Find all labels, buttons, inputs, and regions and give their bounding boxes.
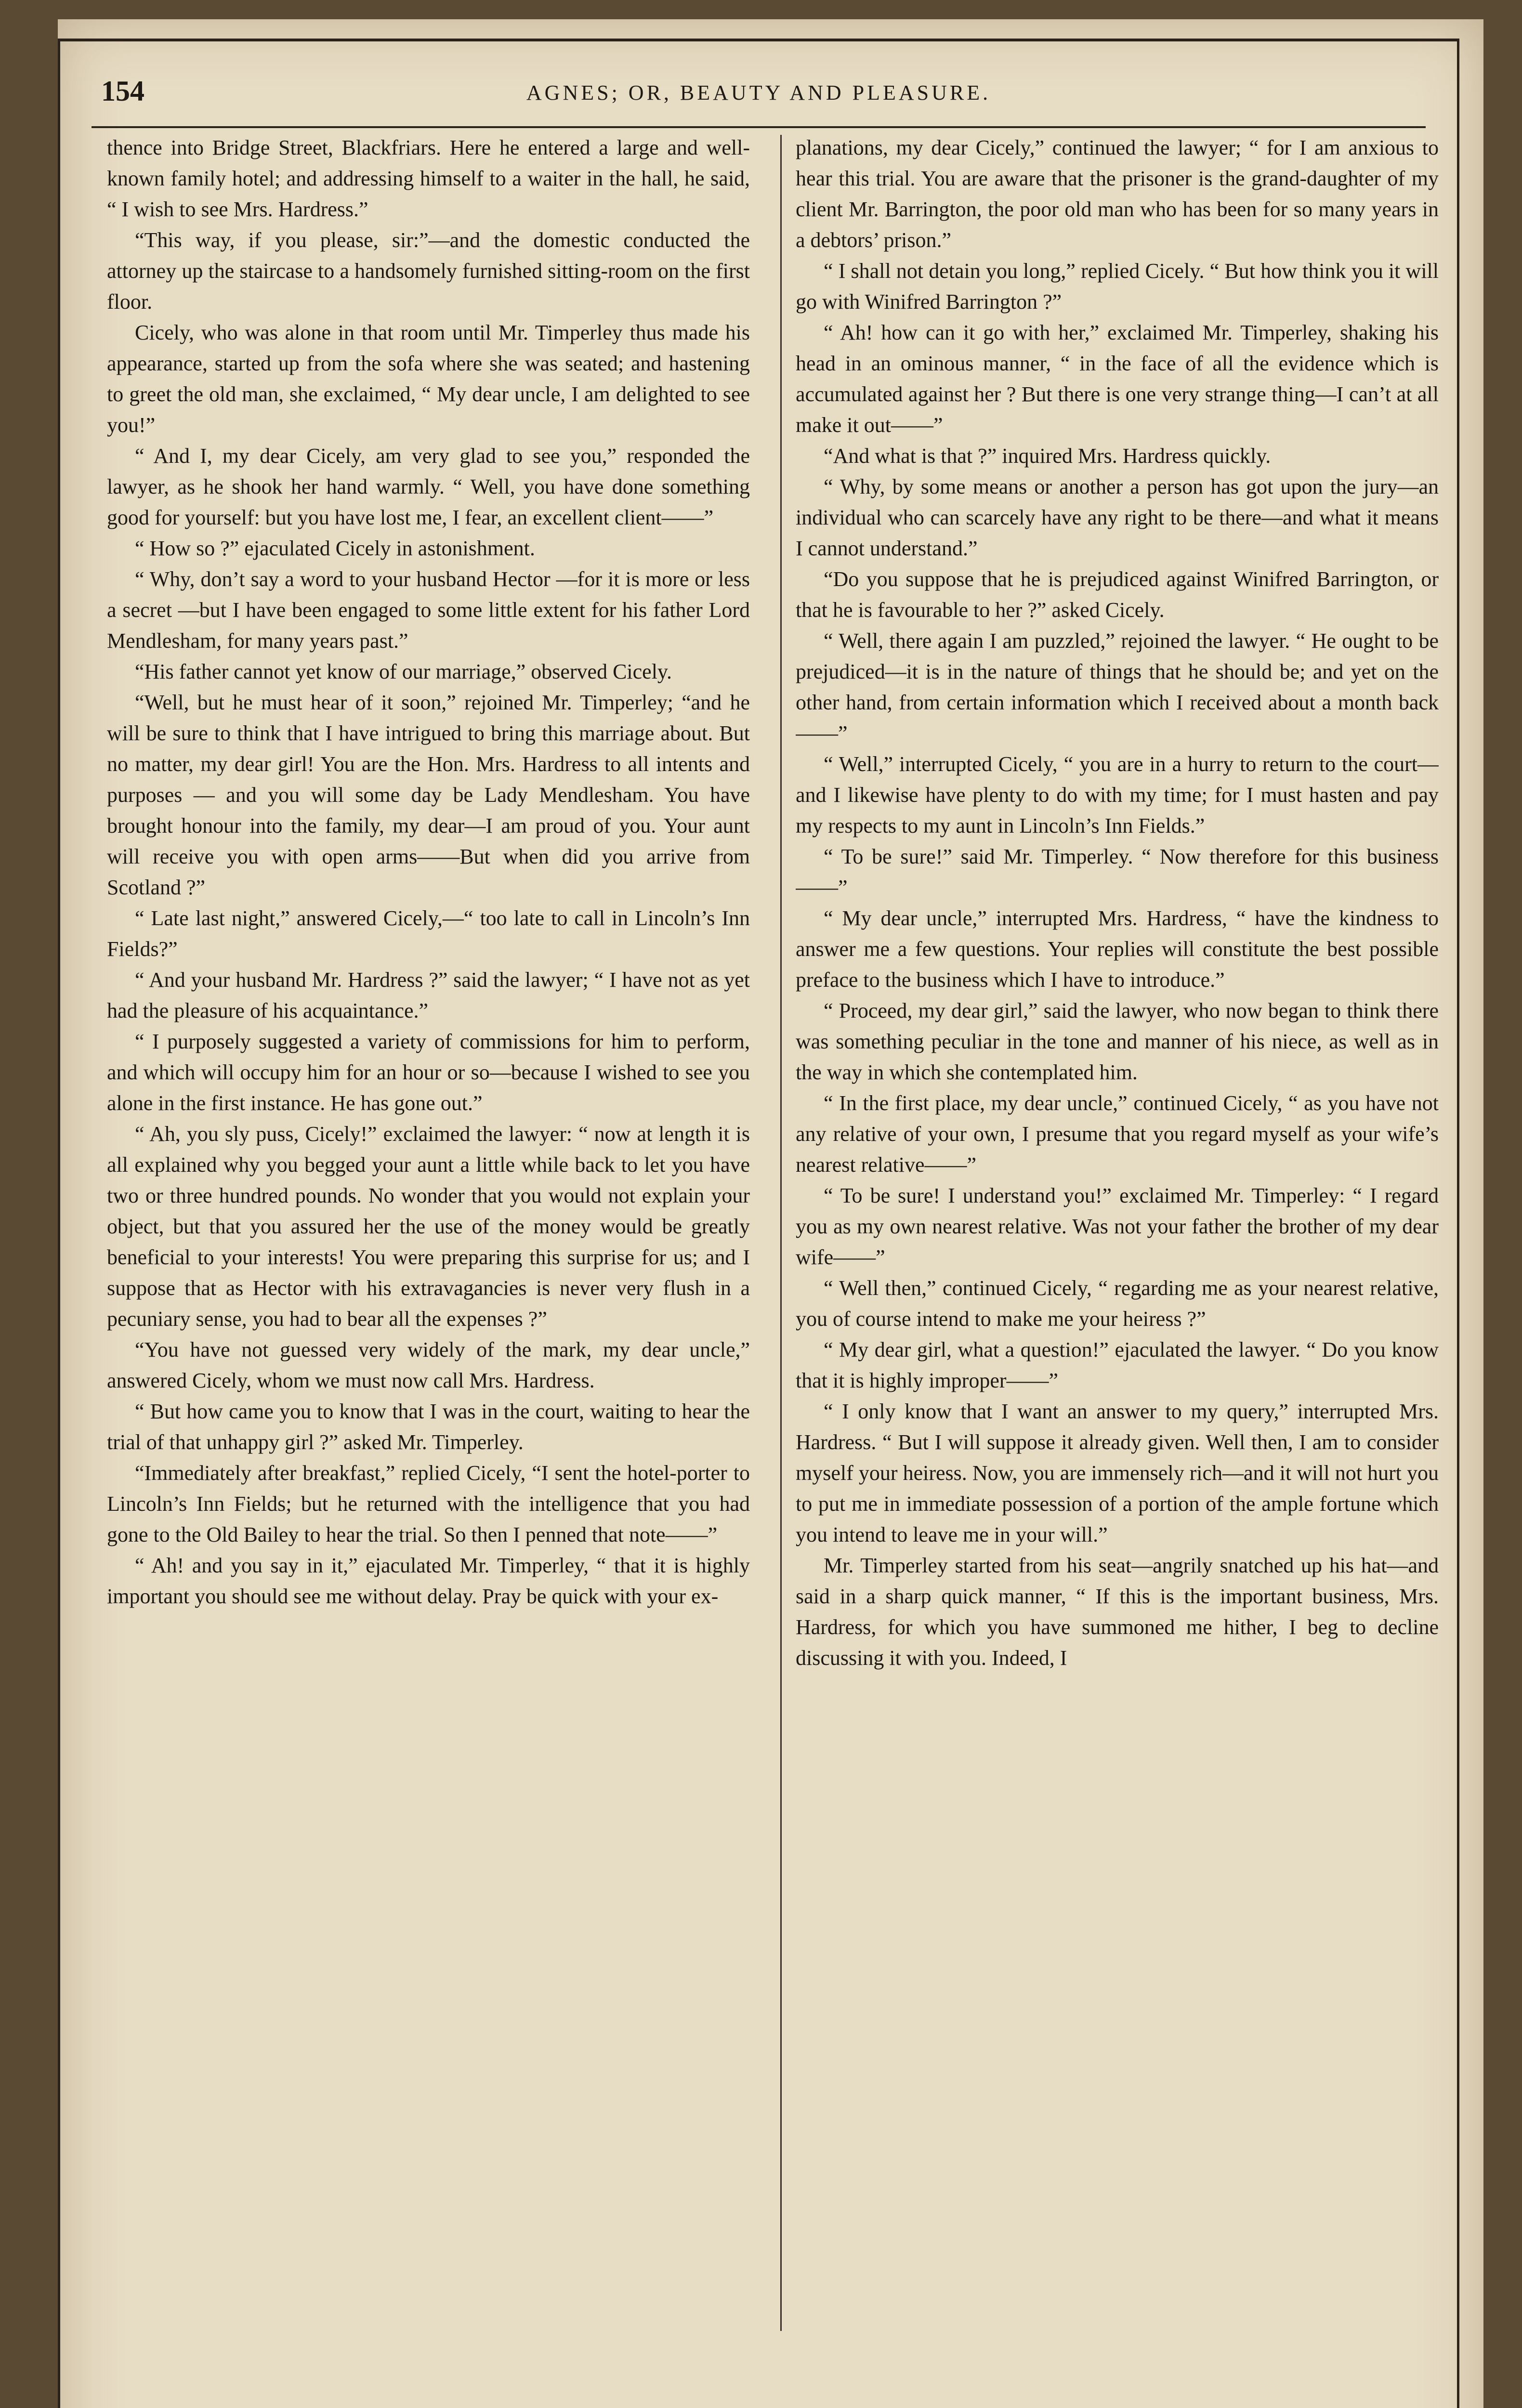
paragraph: “You have not guessed very widely of the mark, my dear uncle,” answered Cicely, whom we must now call Mrs. Hardress. [107, 1338, 750, 1392]
paragraph: “ And your husband Mr. Hardress ?” said the lawyer; “ I have not as yet had the pleasure of his acquaintance.” [107, 968, 750, 1022]
page-border-top [58, 39, 1459, 41]
page-border-right [1457, 39, 1459, 2408]
paragraph: “ How so ?” ejaculated Cicely in astonishment. [135, 537, 535, 560]
paragraph: “ In the first place, my dear uncle,” continued Cicely, “ as you have not any relative of your own, I presume that you regard myself as your wife’s nearest relative——” [796, 1091, 1439, 1177]
paragraph: Mr. Timperley started from his seat—angrily snatched up his hat—and said in a sharp quick manner, “ If this is the important business, Mrs. Hardress, for which you have summoned me hither, I beg to decline discussing it with you. Indeed, I [796, 1554, 1439, 1670]
page-number: 154 [101, 75, 144, 107]
header-rule [92, 126, 1426, 128]
paragraph: “His father cannot yet know of our marriage,” observed Cicely. [135, 660, 672, 683]
paragraph: planations, my dear Cicely,” continued the lawyer; “ for I am anxious to hear this trial. You are aware that the prisoner is the grand-daughter of my client Mr. Barrington, the poor old man who has been for so many years in a debtors’ prison.” [796, 136, 1439, 252]
page-header [101, 70, 1416, 116]
paragraph: thence into Bridge Street, Blackfriars. Here he entered a large and well-known family hotel; and addressing himself to a waiter in the hall, he said, “ I wish to see Mrs. Hardress.” [107, 136, 750, 221]
paragraph: “ And I, my dear Cicely, am very glad to see you,” responded the lawyer, as he shook her hand warmly. “ Well, you have done something good for yourself: but you have lost me, I fear, an excellent client——” [107, 444, 750, 529]
paragraph: “ My dear girl, what a question!” ejaculated the lawyer. “ Do you know that it is highly improper——” [796, 1338, 1439, 1392]
paragraph: “ I purposely suggested a variety of commissions for him to perform, and which will occupy him for an hour or so—because I wished to see you alone in the first instance. He has gone out.” [107, 1030, 750, 1115]
left-column [107, 132, 750, 2329]
paragraph: “And what is that ?” inquired Mrs. Hardress quickly. [824, 444, 1271, 468]
paragraph: “ I only know that I want an answer to my query,” interrupted Mrs. Hardress. “ But I will suppose it already given. Well then, I am to consider myself your heiress. Now, you are immensely rich—and it will not hurt you to put me in immediate possession of a portion of the ample fortune which you intend to leave me in your will.” [796, 1400, 1439, 1546]
paragraph: “ Proceed, my dear girl,” said the lawyer, who now began to think there was something peculiar in the tone and manner of his niece, as well as in the way in which she contemplated him. [796, 999, 1439, 1084]
paragraph: “This way, if you please, sir:”—and the domestic conducted the attorney up the staircase to a handsomely furnished sitting-room on the first floor. [107, 228, 750, 314]
paragraph: “ Well then,” continued Cicely, “ regarding me as your nearest relative, you of course intend to make me your heiress ?” [796, 1276, 1439, 1331]
paragraph: Cicely, who was alone in that room until Mr. Timperley thus made his appearance, started up from the sofa where she was seated; and hastening to greet the old man, she exclaimed, “ My dear uncle, I am delighted to see you!” [107, 321, 750, 437]
paragraph: “ Late last night,” answered Cicely,—“ too late to call in Lincoln’s Inn Fields?” [107, 906, 750, 961]
paragraph: “Immediately after breakfast,” replied Cicely, “I sent the hotel-porter to Lincoln’s Inn Fields; but he returned with the intelligence that you had gone to the Old Bailey to hear the trial. So then I penned that note——” [107, 1461, 750, 1546]
paragraph: “ Ah! how can it go with her,” exclaimed Mr. Timperley, shaking his head in an ominous manner, “ in the face of all the evidence which is accumulated against her ? But there is one very strange thing—I can’t at all make it out——” [796, 321, 1439, 437]
paragraph: “Well, but he must hear of it soon,” rejoined Mr. Timperley; “and he will be sure to think that I have intrigued to bring this marriage about. But no matter, my dear girl! You are the Hon. Mrs. Hardress to all intents and purposes — and you will some day be Lady Mendlesham. You have brought honour into the family, my dear—I am proud of you. Your aunt will receive you with open arms——But when did you arrive from Scotland ?” [107, 691, 750, 899]
paragraph: “Do you suppose that he is prejudiced against Winifred Barrington, or that he is favourable to her ?” asked Cicely. [796, 567, 1439, 622]
paragraph: “ Why, by some means or another a person has got upon the jury—an individual who can scarcely have any right to be there—and what it means I cannot understand.” [796, 475, 1439, 560]
paragraph: “ Ah! and you say in it,” ejaculated Mr. Timperley, “ that it is highly important you should see me without delay. Pray be quick with your ex- [107, 1554, 750, 1608]
paragraph: “ Ah, you sly puss, Cicely!” exclaimed the lawyer: “ now at length it is all explained why you begged your aunt a little while back to let you have two or three hundred pounds. No wonder that you would not explain your object, but that you assured her the use of the money would be greatly beneficial to your interests! You were preparing this surprise for us; and I suppose that as Hector with his extravagancies is never very flush in a pecuniary sense, you had to bear all the expenses ?” [107, 1122, 750, 1331]
paragraph: “ I shall not detain you long,” replied Cicely. “ But how think you it will go with Winifred Barrington ?” [796, 259, 1439, 314]
running-head: AGNES; OR, BEAUTY AND PLEASURE. [526, 81, 991, 105]
paragraph: “ To be sure!” said Mr. Timperley. “ Now therefore for this business——” [796, 845, 1439, 899]
column-divider [780, 135, 782, 2331]
page-border-left [58, 39, 60, 2408]
paragraph: “ Well,” interrupted Cicely, “ you are in a hurry to return to the court—and I likewise have plenty to do with my time; for I must hasten and pay my respects to my aunt in Lincoln’s Inn Fields.” [796, 752, 1439, 838]
paragraph: “ Well, there again I am puzzled,” rejoined the lawyer. “ He ought to be prejudiced—it is in the nature of things that he should be; and yet on the other hand, from certain information which I received about a month back——” [796, 629, 1439, 745]
right-column [796, 132, 1439, 2329]
paragraph: “ Why, don’t say a word to your husband Hector —for it is more or less a secret —but I have been engaged to some little extent for his father Lord Mendlesham, for many years past.” [107, 567, 750, 653]
paragraph: “ My dear uncle,” interrupted Mrs. Hardress, “ have the kindness to answer me a few questions. Your replies will constitute the best possible preface to the business which I have to introduce.” [796, 906, 1439, 992]
paragraph: “ To be sure! I understand you!” exclaimed Mr. Timperley: “ I regard you as my own nearest relative. Was not your father the brother of my dear wife——” [796, 1184, 1439, 1269]
paragraph: “ But how came you to know that I was in the court, waiting to hear the trial of that unhappy girl ?” asked Mr. Timperley. [107, 1400, 750, 1454]
